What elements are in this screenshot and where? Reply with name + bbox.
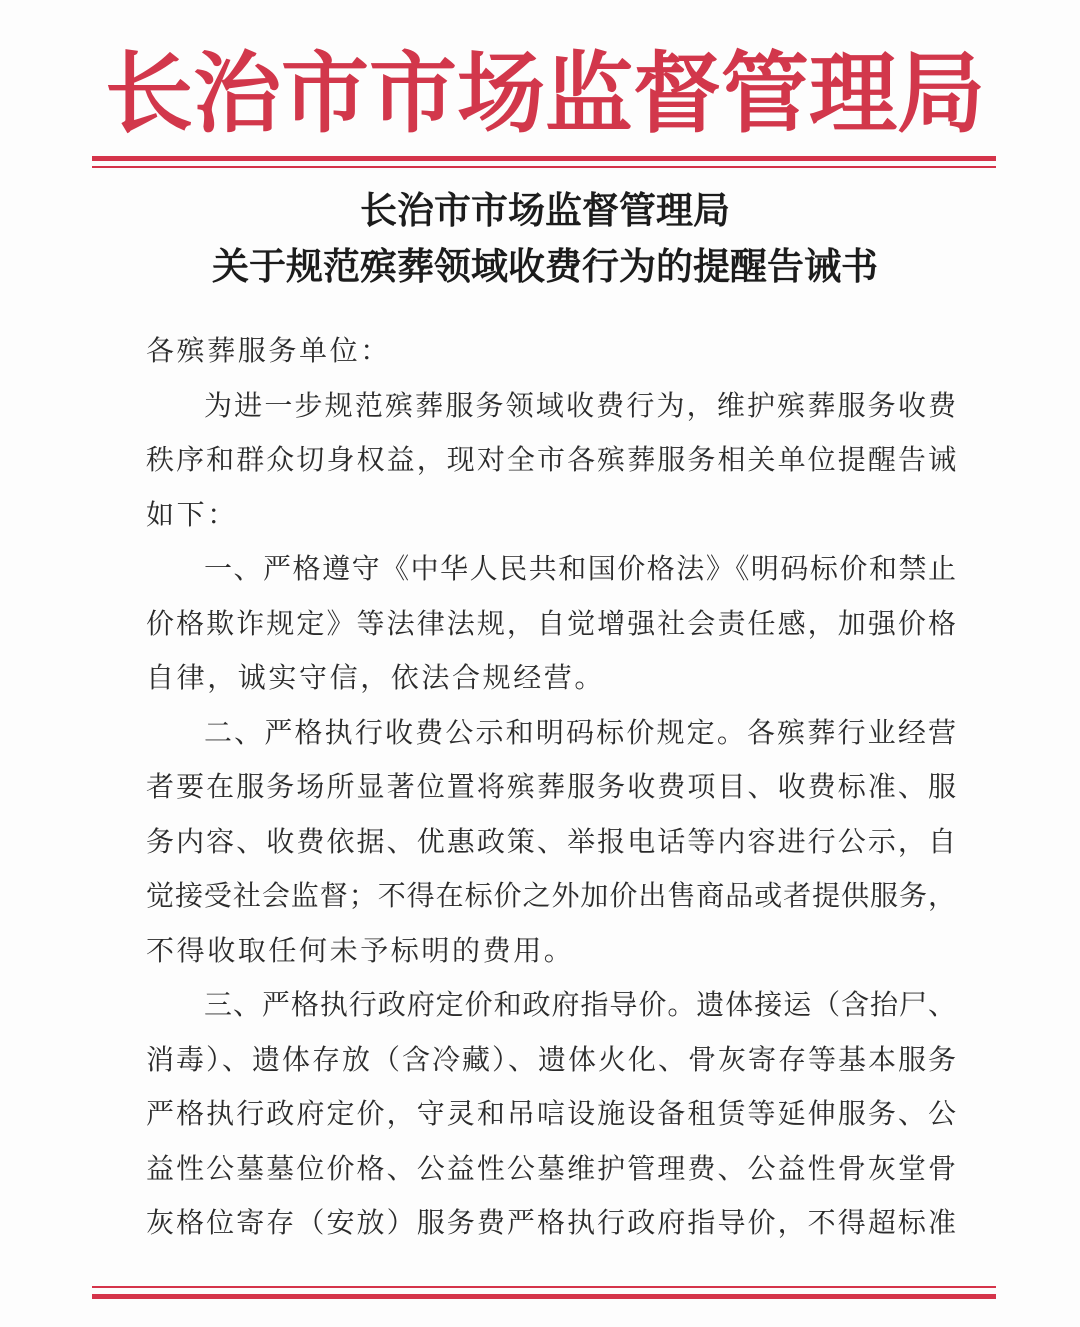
item2-line: 觉接受社会监督；不得在标价之外加价出售商品或者提供服务， [146, 879, 956, 912]
item3-line: 消毒）、遗体存放（含冷藏）、遗体火化、骨灰寄存等基本服务 [146, 1042, 956, 1076]
footer-rule-thick [92, 1294, 996, 1299]
item3-line: 益性公墓墓位价格、公益性公墓维护管理费、公益性骨灰堂骨 [146, 1151, 956, 1185]
document-body [146, 324, 956, 1251]
item1-line: 一、严格遵守《中华人民共和国价格法》《明码标价和禁止 [204, 552, 956, 585]
letterhead-title: 长治市市场监督管理局 [104, 41, 985, 145]
document-title-line-2: 关于规范殡葬领域收费行为的提醒告诫书 [212, 245, 878, 288]
salutation: 各殡葬服务单位： [146, 334, 391, 367]
intro-line: 为进一步规范殡葬服务领域收费行为，维护殡葬服务收费 [204, 388, 956, 422]
letterhead-rule-thick [92, 156, 996, 161]
item2-line: 务内容、收费依据、优惠政策、举报电话等内容进行公示，自 [146, 824, 956, 858]
item2-line: 二、严格执行收费公示和明码标价规定。各殡葬行业经营 [204, 715, 956, 749]
intro-line: 秩序和群众切身权益，现对全市各殡葬服务相关单位提醒告诫 [146, 443, 956, 476]
item1-line: 自律，诚实守信，依法合规经营。 [146, 661, 606, 694]
footer-rule-thin [92, 1286, 996, 1288]
item3-line: 三、严格执行政府定价和政府指导价。遗体接运（含抬尸、 [204, 988, 956, 1021]
intro-line: 如下： [146, 497, 238, 531]
item2-line: 不得收取任何未予标明的费用。 [146, 933, 575, 967]
item3-line: 灰格位寄存（安放）服务费严格执行政府指导价，不得超标准 [146, 1206, 956, 1239]
item2-line: 者要在服务场所显著位置将殡葬服务收费项目、收费标准、服 [146, 770, 956, 803]
document-title-line-1: 长治市市场监督管理局 [360, 189, 730, 232]
item1-line: 价格欺诈规定》等法律法规，自觉增强社会责任感，加强价格 [146, 606, 956, 640]
letterhead-rule-thin [92, 166, 996, 168]
item3-line: 严格执行政府定价，守灵和吊唁设施设备租赁等延伸服务、公 [146, 1097, 956, 1130]
